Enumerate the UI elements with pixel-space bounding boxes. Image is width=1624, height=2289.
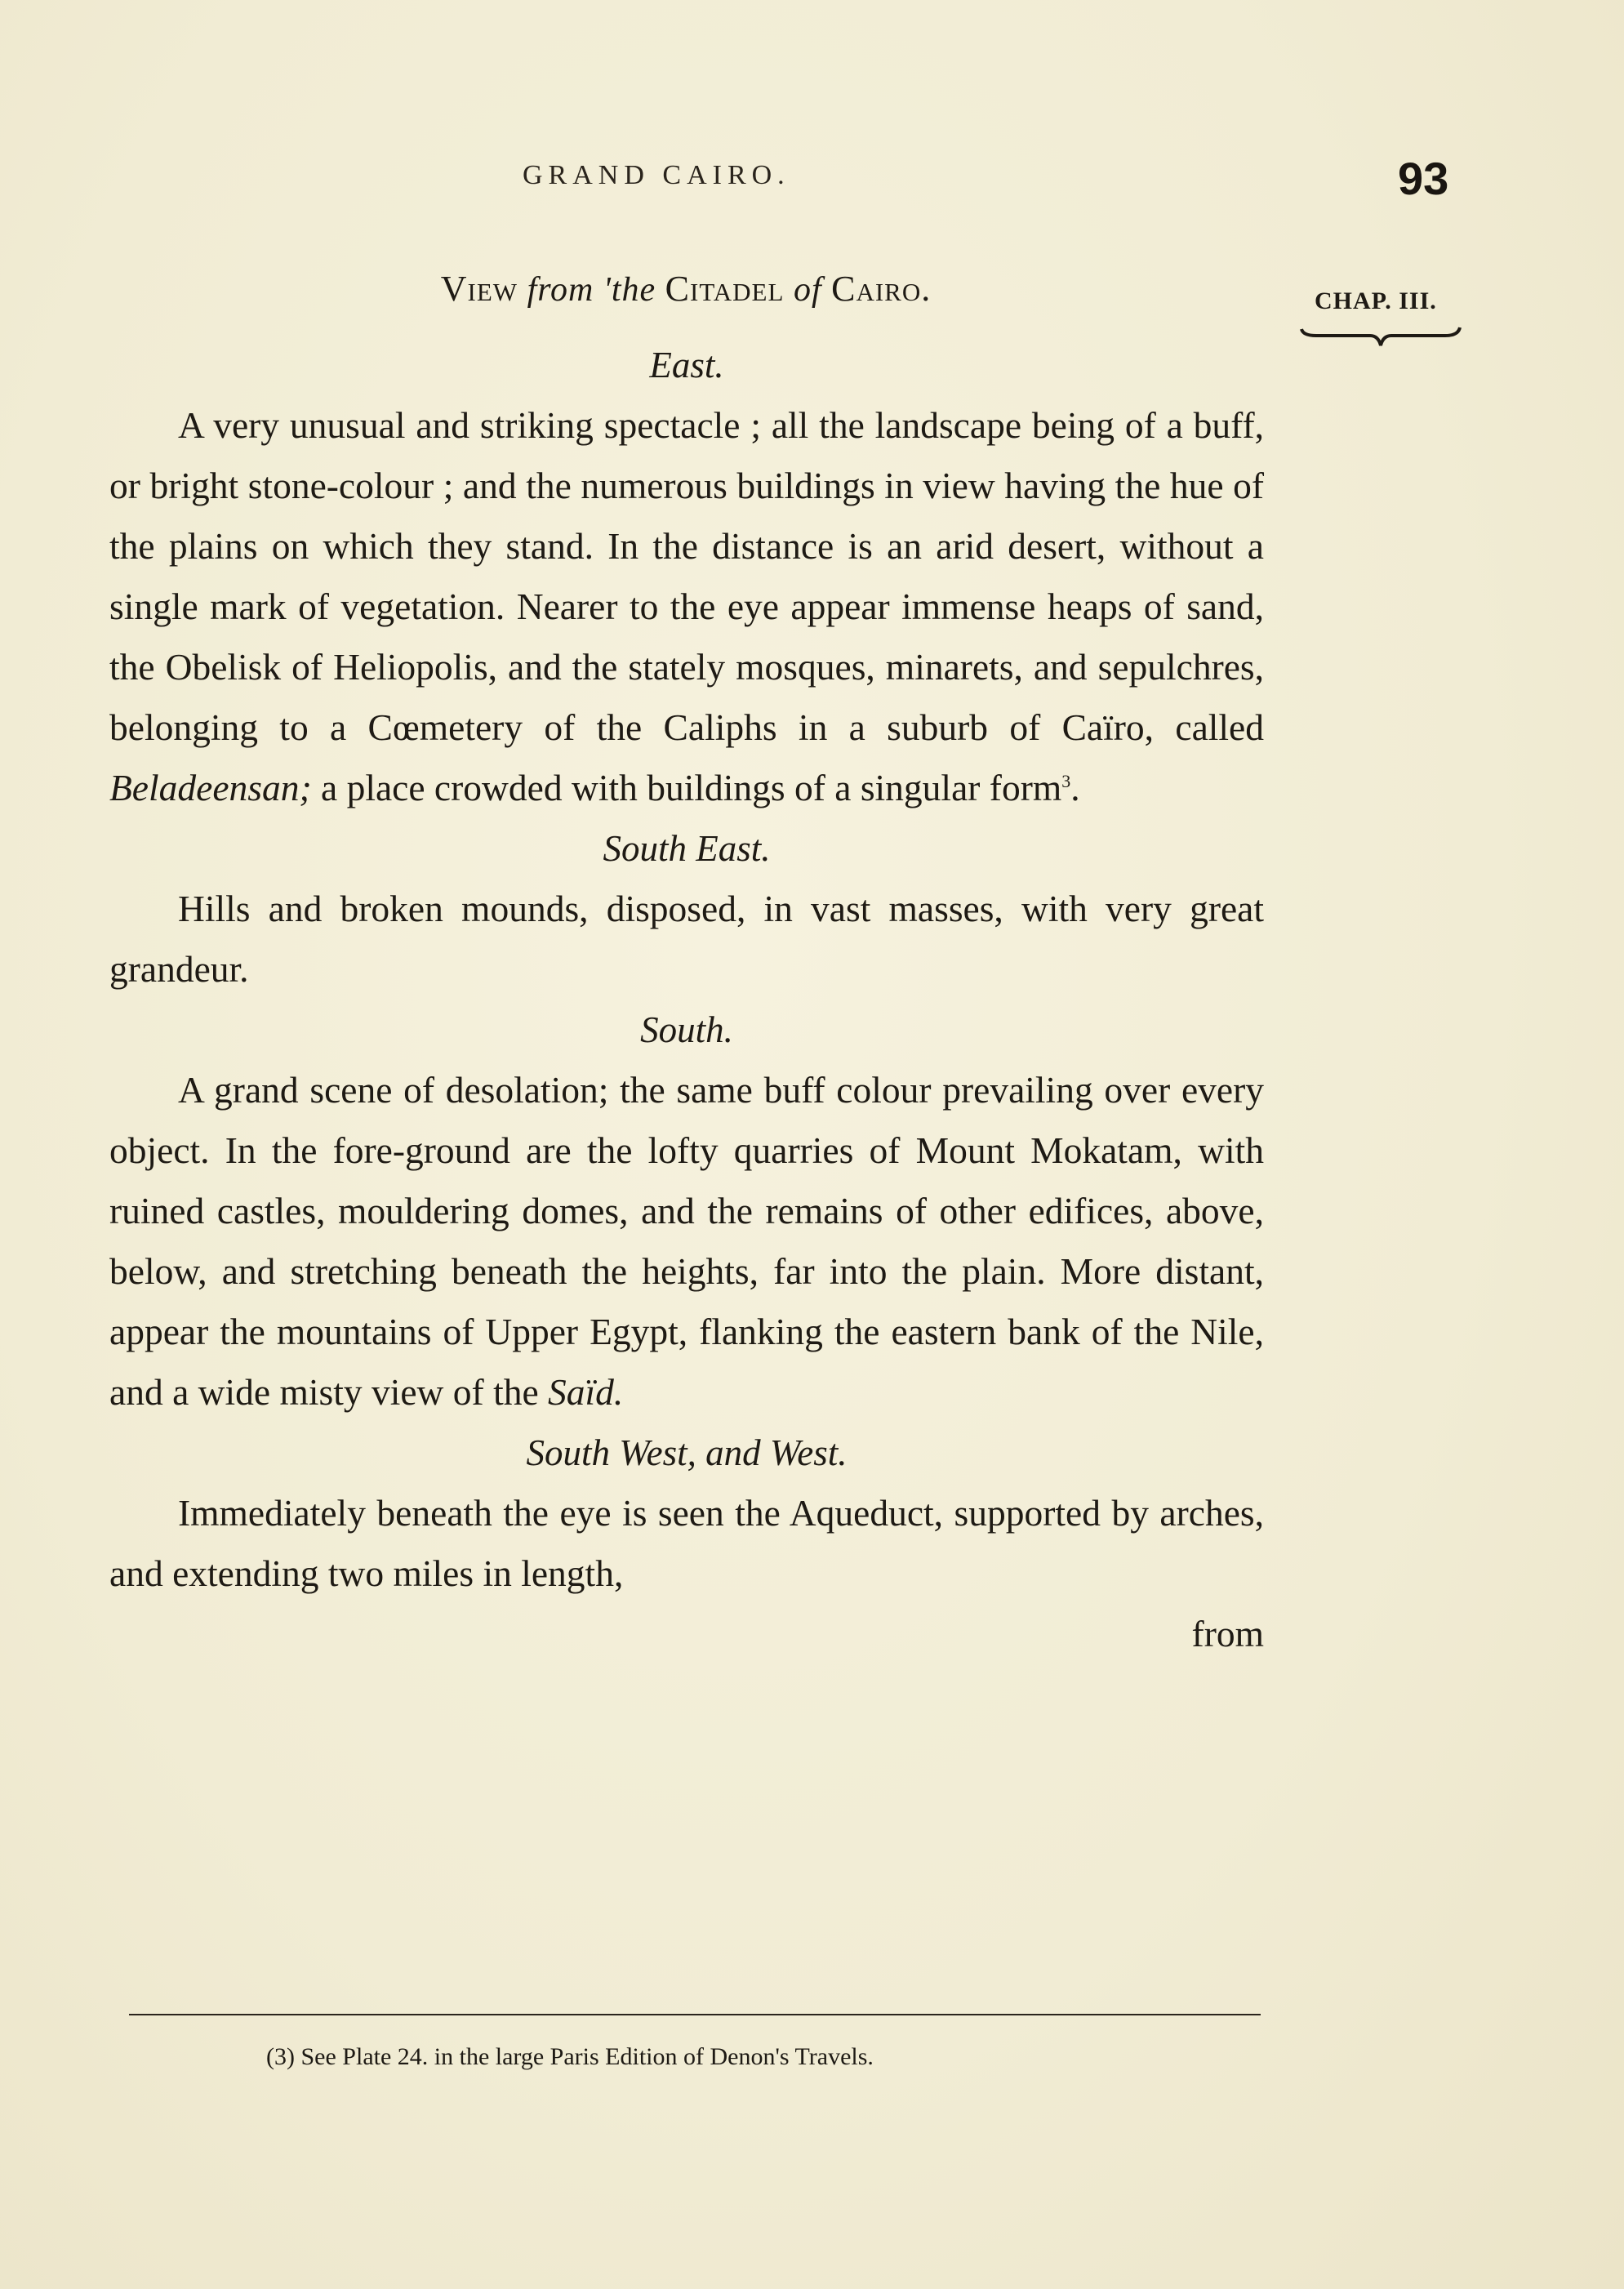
paragraph-south (109, 1060, 1264, 1423)
paragraph-south-text: A grand scene of desolation; the same buff colour prevailing over every object. In the fore-ground are the lofty quarries of Mount Mokatam, with ruined castles, mouldering domes, and the remains of other edifices, above, below, and stretching beneath the heights, far into the plain. More distant, appear the mountains of Upper Egypt, flanking the eastern bank of the Nile, and a wide misty view of the (109, 1069, 1264, 1413)
paragraph-east-end: . (1070, 767, 1080, 808)
paragraph-east (109, 395, 1264, 818)
footnote-divider (129, 2014, 1261, 2015)
place-said: Saïd. (548, 1371, 624, 1413)
title-from-the: from 'the (527, 271, 656, 309)
running-head: GRAND CAIRO. (523, 160, 790, 190)
heading-south-west-west: South West, and West. (526, 1432, 848, 1473)
heading-south-east: South East. (603, 828, 771, 869)
paragraph-south-east: Hills and broken mounds, disposed, in vast masses, with very great grandeur. (109, 888, 1264, 990)
paragraph-east-text: A very unusual and striking spectacle ; all the landscape being of a buff, or bright stone-colour ; and the numerous buildings in view having the hue of the plains on which they stand. In the distance is an arid desert, without a single mark of vegetation. Nearer to the eye appear immense heaps of sand, the Obelisk of Heliopolis, and the stately mosques, minarets, and sepulchres, belonging to a Cœmetery of the Caliphs in a suburb of Caïro, called (109, 404, 1264, 748)
section-title (0, 268, 1372, 310)
title-citadel: Citadel (665, 269, 785, 309)
main-text (109, 335, 1264, 1664)
heading-east: East. (649, 345, 724, 385)
heading-south: South. (640, 1009, 733, 1050)
title-cairo: Cairo. (831, 269, 932, 309)
title-of: of (793, 271, 822, 309)
footnote-ref-3[interactable]: 3 (1061, 770, 1071, 791)
chapter-brace-ornament (1300, 323, 1462, 349)
title-view: View (440, 269, 518, 309)
page-number: 93 (1398, 153, 1449, 204)
paragraph-south-west: Immediately beneath the eye is seen the Aqueduct, supported by arches, and extending two miles in length, (109, 1492, 1264, 1594)
catchword: from (1191, 1613, 1264, 1654)
paragraph-east-continued: a place crowded with buildings of a singular form (321, 767, 1062, 808)
chapter-label: CHAP. III. (1315, 287, 1437, 314)
place-beladeensan: Beladeensan; (109, 767, 312, 808)
footnote-3: (3) See Plate 24. in the large Paris Edition of Denon's Travels. (266, 2043, 874, 2070)
